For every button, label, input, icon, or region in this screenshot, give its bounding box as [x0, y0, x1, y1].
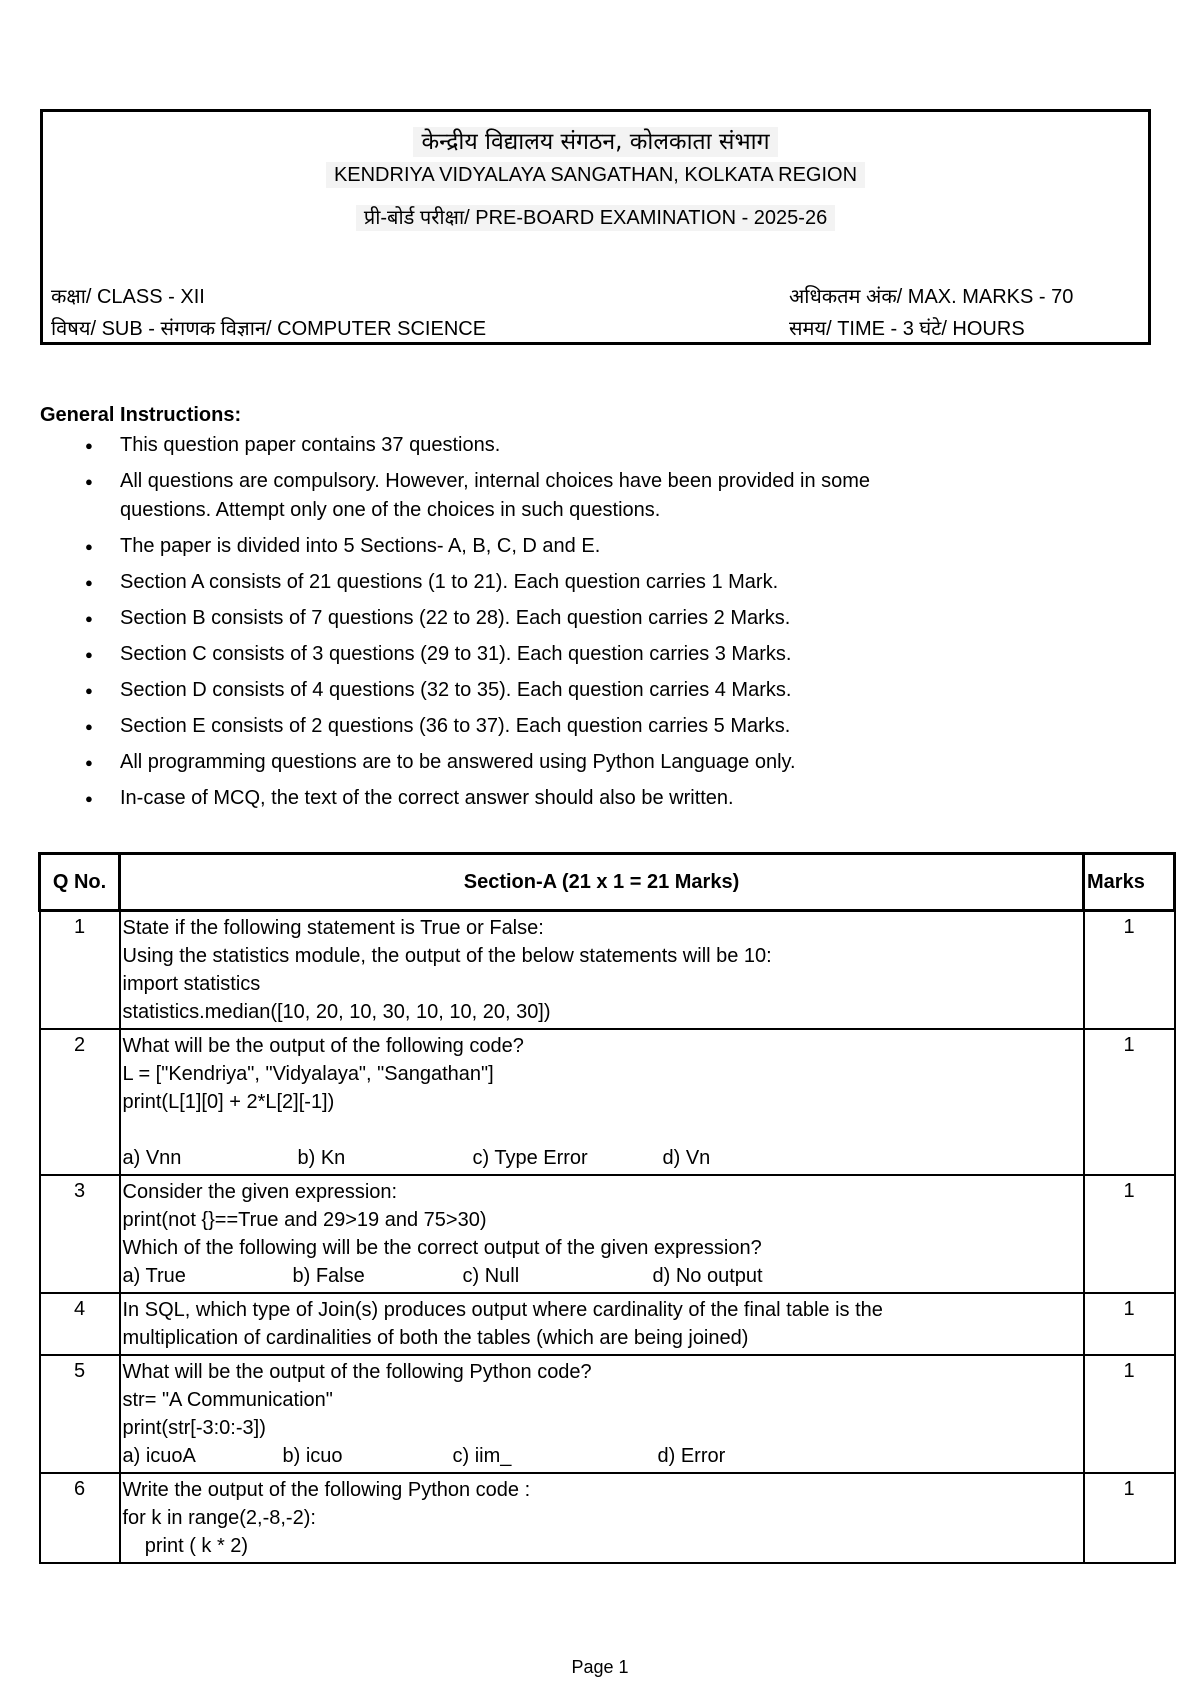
question-line: Write the output of the following Python code : [122, 1479, 531, 1501]
header-exam-title: प्री-बोर्ड परीक्षा/ PRE-BOARD EXAMINATION - 2025-26 [356, 205, 835, 231]
question-line: Consider the given expression: [122, 1181, 398, 1203]
question-line: multiplication of cardinalities of both the tables (which are being joined) [122, 1327, 749, 1349]
answer-options [123, 1262, 1081, 1290]
question-marks: 1 [1084, 1175, 1175, 1293]
instructions-list [40, 431, 1140, 813]
instruction-item: ● Section D consists of 4 questions (32 to 35). Each question carries 4 Marks. [40, 676, 1140, 705]
question-line: In SQL, which type of Join(s) produces output where cardinality of the final table is the [122, 1299, 883, 1321]
instruction-item: ● All programming questions are to be answered using Python Language only. [40, 748, 1140, 777]
question-line: import statistics [122, 973, 261, 995]
question-row [40, 1293, 1175, 1355]
question-line: State if the following statement is True or False: [122, 917, 544, 939]
question-row [40, 1473, 1175, 1563]
header-org-hindi: केन्द्रीय विद्यालय संगठन, कोलकाता संभाग [413, 127, 777, 157]
question-row [40, 1029, 1175, 1175]
instruction-item: ● In-case of MCQ, the text of the correct answer should also be written. [40, 784, 1140, 813]
question-number: 3 [40, 1175, 120, 1293]
answer-option: d) No output [652, 1265, 763, 1287]
question-marks: 1 [1084, 1355, 1175, 1473]
question-line: print(not {}==True and 29>19 and 75>30) [122, 1209, 487, 1231]
page-number: Page 1 [571, 1657, 629, 1677]
answer-option: b) False [292, 1265, 365, 1287]
instructions-title: General Instructions: [40, 404, 242, 426]
question-number: 1 [40, 911, 120, 1030]
question-line: Using the statistics module, the output of the below statements will be 10: [122, 945, 772, 967]
header-org-english: KENDRIYA VIDYALAYA SANGATHAN, KOLKATA REGION [326, 162, 865, 188]
exam-header [40, 109, 1151, 345]
question-line: print ( k * 2) [122, 1535, 249, 1557]
question-marks: 1 [1084, 911, 1175, 1030]
header-subject: विषय/ SUB - संगणक विज्ञान/ COMPUTER SCIENCE [51, 318, 487, 340]
question-number: 2 [40, 1029, 120, 1175]
question-line: print(str[-3:0:-3]) [122, 1417, 266, 1439]
question-line: statistics.median([10, 20, 10, 30, 10, 10, 20, 30]) [122, 1001, 551, 1023]
question-line: print(L[1][0] + 2*L[2][-1]) [122, 1091, 335, 1113]
question-line: Which of the following will be the correct output of the given expression? [122, 1237, 762, 1259]
question-marks: 1 [1084, 1293, 1175, 1355]
question-marks: 1 [1084, 1029, 1175, 1175]
question-line: What will be the output of the following code? [122, 1035, 524, 1057]
question-line: L = ["Kendriya", "Vidyalaya", "Sangathan"] [122, 1063, 494, 1085]
question-marks: 1 [1084, 1473, 1175, 1563]
col-header-section: Section-A (21 x 1 = 21 Marks) [120, 854, 1084, 911]
answer-options [123, 1442, 1081, 1470]
answer-option: d) Vn [662, 1147, 711, 1169]
col-header-marks: Marks [1084, 854, 1175, 911]
question-text [120, 1473, 1084, 1563]
col-header-qno: Q No. [40, 854, 120, 911]
question-line: str= "A Communication" [122, 1389, 333, 1411]
question-number: 5 [40, 1355, 120, 1473]
question-text [120, 911, 1084, 1030]
question-number: 4 [40, 1293, 120, 1355]
question-text [120, 1029, 1084, 1175]
instruction-item: ● All questions are compulsory. However, internal choices have been provided in some questions. Attempt only one of the choices in such questions. [40, 467, 1140, 525]
instruction-item: ● The paper is divided into 5 Sections- A, B, C, D and E. [40, 532, 1140, 561]
answer-option: d) Error [657, 1445, 726, 1467]
instruction-item: ● Section B consists of 7 questions (22 to 28). Each question carries 2 Marks. [40, 604, 1140, 633]
question-line: What will be the output of the following Python code? [122, 1361, 592, 1383]
question-row [40, 911, 1175, 1030]
question-text [120, 1355, 1084, 1473]
table-header-row [40, 854, 1175, 911]
instruction-item: ● Section C consists of 3 questions (29 to 31). Each question carries 3 Marks. [40, 640, 1140, 669]
question-row [40, 1355, 1175, 1473]
answer-options [123, 1144, 1081, 1172]
instruction-item: ● This question paper contains 37 questions. [40, 431, 1140, 460]
instruction-item: ● Section E consists of 2 questions (36 to 37). Each question carries 5 Marks. [40, 712, 1140, 741]
general-instructions [40, 404, 1140, 820]
answer-option: c) Type Error [472, 1147, 588, 1169]
question-table [38, 852, 1176, 1564]
answer-option: a) True [122, 1265, 186, 1287]
answer-option: c) Null [462, 1265, 520, 1287]
question-line: for k in range(2,-8,-2): [122, 1507, 316, 1529]
question-row [40, 1175, 1175, 1293]
answer-option: b) icuo [282, 1445, 343, 1467]
answer-option: b) Kn [297, 1147, 346, 1169]
question-number: 6 [40, 1473, 120, 1563]
answer-option: a) Vnn [122, 1147, 182, 1169]
answer-option: a) icuoA [122, 1445, 196, 1467]
question-text [120, 1293, 1084, 1355]
question-line [123, 1116, 1081, 1144]
header-time: समय/ TIME - 3 घंटे/ HOURS [789, 318, 1025, 340]
answer-option: c) iim_ [452, 1445, 512, 1467]
question-text [120, 1175, 1084, 1293]
instruction-item: ● Section A consists of 21 questions (1 to 21). Each question carries 1 Mark. [40, 568, 1140, 597]
question-rows [40, 911, 1175, 1564]
header-max-marks: अधिकतम अंक/ MAX. MARKS - 70 [789, 286, 1074, 308]
header-class: कक्षा/ CLASS - XII [51, 286, 205, 308]
